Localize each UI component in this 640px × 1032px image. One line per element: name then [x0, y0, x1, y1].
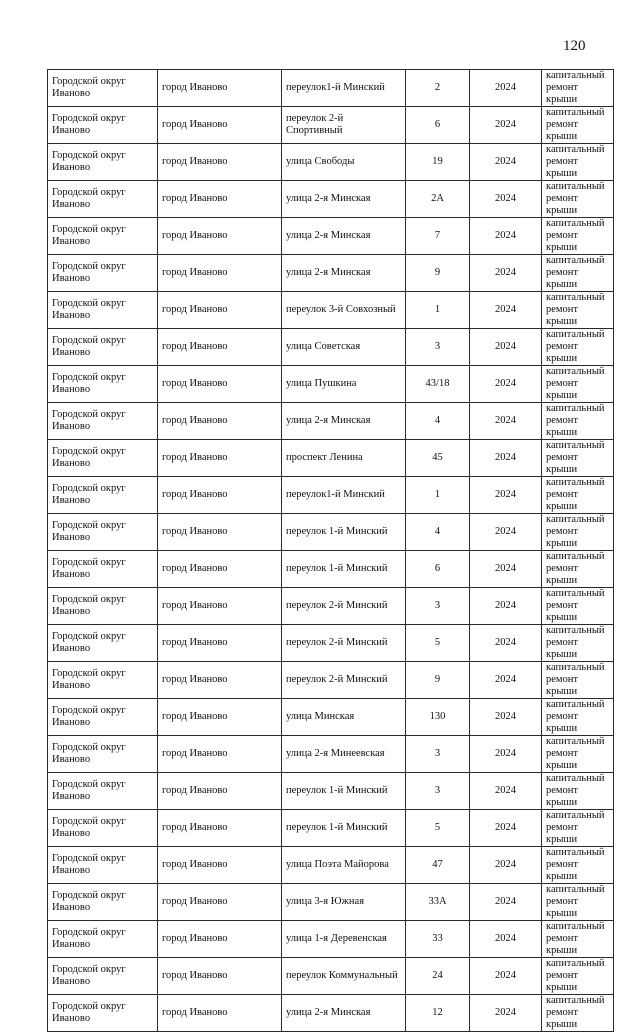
house-number-cell: 3	[406, 773, 470, 810]
house-number-cell: 3	[406, 588, 470, 625]
table-row	[48, 514, 614, 551]
table-row	[48, 477, 614, 514]
table-row	[48, 625, 614, 662]
house-number-cell: 1	[406, 477, 470, 514]
year-cell: 2024	[470, 70, 542, 107]
year-cell: 2024	[470, 662, 542, 699]
city-cell: город Иваново	[158, 144, 282, 181]
table-row	[48, 403, 614, 440]
city-cell: город Иваново	[158, 810, 282, 847]
street-cell: улица 2-я Минская	[282, 255, 406, 292]
table-row	[48, 218, 614, 255]
house-number-cell: 5	[406, 625, 470, 662]
street-cell: улица Свободы	[282, 144, 406, 181]
city-cell: город Иваново	[158, 292, 282, 329]
district-cell: Городской округ Иваново	[48, 662, 158, 699]
street-cell: улица 2-я Минская	[282, 181, 406, 218]
table-body	[48, 70, 614, 1032]
year-cell: 2024	[470, 255, 542, 292]
city-cell: город Иваново	[158, 107, 282, 144]
work-type-cell: капитальный ремонт крыши	[542, 218, 614, 255]
table-row	[48, 551, 614, 588]
district-cell: Городской округ Иваново	[48, 440, 158, 477]
street-cell: переулок 2-й Спортивный	[282, 107, 406, 144]
year-cell: 2024	[470, 958, 542, 995]
house-number-cell: 4	[406, 514, 470, 551]
year-cell: 2024	[470, 921, 542, 958]
city-cell: город Иваново	[158, 736, 282, 773]
house-number-cell: 5	[406, 810, 470, 847]
work-type-cell: капитальный ремонт крыши	[542, 329, 614, 366]
street-cell: переулок 1-й Минский	[282, 514, 406, 551]
year-cell: 2024	[470, 440, 542, 477]
work-type-cell: капитальный ремонт крыши	[542, 884, 614, 921]
table-row	[48, 107, 614, 144]
year-cell: 2024	[470, 773, 542, 810]
table-row	[48, 958, 614, 995]
district-cell: Городской округ Иваново	[48, 884, 158, 921]
district-cell: Городской округ Иваново	[48, 551, 158, 588]
year-cell: 2024	[470, 588, 542, 625]
district-cell: Городской округ Иваново	[48, 699, 158, 736]
year-cell: 2024	[470, 477, 542, 514]
city-cell: город Иваново	[158, 884, 282, 921]
district-cell: Городской округ Иваново	[48, 588, 158, 625]
district-cell: Городской округ Иваново	[48, 70, 158, 107]
street-cell: улица 2-я Минеевская	[282, 736, 406, 773]
city-cell: город Иваново	[158, 995, 282, 1032]
house-number-cell: 3	[406, 329, 470, 366]
work-type-cell: капитальный ремонт крыши	[542, 921, 614, 958]
city-cell: город Иваново	[158, 847, 282, 884]
year-cell: 2024	[470, 218, 542, 255]
work-type-cell: капитальный ремонт крыши	[542, 662, 614, 699]
street-cell: переулок 1-й Минский	[282, 551, 406, 588]
table-row	[48, 736, 614, 773]
table-row	[48, 70, 614, 107]
table-row	[48, 810, 614, 847]
street-cell: улица Советская	[282, 329, 406, 366]
table-row	[48, 440, 614, 477]
street-cell: переулок 3-й Совхозный	[282, 292, 406, 329]
work-type-cell: капитальный ремонт крыши	[542, 773, 614, 810]
year-cell: 2024	[470, 625, 542, 662]
work-type-cell: капитальный ремонт крыши	[542, 255, 614, 292]
house-number-cell: 47	[406, 847, 470, 884]
work-type-cell: капитальный ремонт крыши	[542, 699, 614, 736]
table-row	[48, 847, 614, 884]
repair-schedule-table	[47, 69, 614, 1032]
year-cell: 2024	[470, 144, 542, 181]
house-number-cell: 9	[406, 255, 470, 292]
city-cell: город Иваново	[158, 440, 282, 477]
city-cell: город Иваново	[158, 958, 282, 995]
work-type-cell: капитальный ремонт крыши	[542, 107, 614, 144]
street-cell: переулок 2-й Минский	[282, 662, 406, 699]
work-type-cell: капитальный ремонт крыши	[542, 958, 614, 995]
street-cell: проспект Ленина	[282, 440, 406, 477]
work-type-cell: капитальный ремонт крыши	[542, 292, 614, 329]
year-cell: 2024	[470, 995, 542, 1032]
street-cell: улица 3-я Южная	[282, 884, 406, 921]
street-cell: улица Минская	[282, 699, 406, 736]
city-cell: город Иваново	[158, 477, 282, 514]
year-cell: 2024	[470, 329, 542, 366]
table-row	[48, 773, 614, 810]
table-row	[48, 995, 614, 1032]
district-cell: Городской округ Иваново	[48, 921, 158, 958]
table-row	[48, 921, 614, 958]
work-type-cell: капитальный ремонт крыши	[542, 477, 614, 514]
work-type-cell: капитальный ремонт крыши	[542, 440, 614, 477]
work-type-cell: капитальный ремонт крыши	[542, 810, 614, 847]
table-row	[48, 181, 614, 218]
work-type-cell: капитальный ремонт крыши	[542, 736, 614, 773]
district-cell: Городской округ Иваново	[48, 773, 158, 810]
house-number-cell: 2	[406, 70, 470, 107]
district-cell: Городской округ Иваново	[48, 107, 158, 144]
table-row	[48, 255, 614, 292]
district-cell: Городской округ Иваново	[48, 958, 158, 995]
work-type-cell: капитальный ремонт крыши	[542, 995, 614, 1032]
city-cell: город Иваново	[158, 773, 282, 810]
district-cell: Городской округ Иваново	[48, 736, 158, 773]
street-cell: переулок 1-й Минский	[282, 773, 406, 810]
year-cell: 2024	[470, 514, 542, 551]
house-number-cell: 6	[406, 551, 470, 588]
work-type-cell: капитальный ремонт крыши	[542, 588, 614, 625]
street-cell: улица Поэта Майорова	[282, 847, 406, 884]
table-row	[48, 699, 614, 736]
house-number-cell: 3	[406, 736, 470, 773]
street-cell: переулок Коммунальный	[282, 958, 406, 995]
city-cell: город Иваново	[158, 699, 282, 736]
house-number-cell: 24	[406, 958, 470, 995]
house-number-cell: 7	[406, 218, 470, 255]
house-number-cell: 2А	[406, 181, 470, 218]
street-cell: улица 2-я Минская	[282, 403, 406, 440]
table-row	[48, 662, 614, 699]
year-cell: 2024	[470, 884, 542, 921]
street-cell: переулок 2-й Минский	[282, 625, 406, 662]
house-number-cell: 33А	[406, 884, 470, 921]
district-cell: Городской округ Иваново	[48, 366, 158, 403]
year-cell: 2024	[470, 699, 542, 736]
district-cell: Городской округ Иваново	[48, 514, 158, 551]
work-type-cell: капитальный ремонт крыши	[542, 403, 614, 440]
table-row	[48, 884, 614, 921]
table-row	[48, 144, 614, 181]
table-row	[48, 588, 614, 625]
city-cell: город Иваново	[158, 70, 282, 107]
district-cell: Городской округ Иваново	[48, 810, 158, 847]
year-cell: 2024	[470, 107, 542, 144]
city-cell: город Иваново	[158, 514, 282, 551]
work-type-cell: капитальный ремонт крыши	[542, 625, 614, 662]
district-cell: Городской округ Иваново	[48, 292, 158, 329]
house-number-cell: 45	[406, 440, 470, 477]
district-cell: Городской округ Иваново	[48, 255, 158, 292]
district-cell: Городской округ Иваново	[48, 403, 158, 440]
street-cell: улица 1-я Деревенская	[282, 921, 406, 958]
year-cell: 2024	[470, 810, 542, 847]
work-type-cell: капитальный ремонт крыши	[542, 514, 614, 551]
house-number-cell: 9	[406, 662, 470, 699]
district-cell: Городской округ Иваново	[48, 218, 158, 255]
year-cell: 2024	[470, 403, 542, 440]
table-row	[48, 366, 614, 403]
work-type-cell: капитальный ремонт крыши	[542, 181, 614, 218]
street-cell: переулок 2-й Минский	[282, 588, 406, 625]
district-cell: Городской округ Иваново	[48, 477, 158, 514]
work-type-cell: капитальный ремонт крыши	[542, 144, 614, 181]
district-cell: Городской округ Иваново	[48, 625, 158, 662]
year-cell: 2024	[470, 292, 542, 329]
city-cell: город Иваново	[158, 921, 282, 958]
table-row	[48, 292, 614, 329]
city-cell: город Иваново	[158, 625, 282, 662]
year-cell: 2024	[470, 551, 542, 588]
city-cell: город Иваново	[158, 366, 282, 403]
work-type-cell: капитальный ремонт крыши	[542, 551, 614, 588]
house-number-cell: 6	[406, 107, 470, 144]
page-number: 120	[563, 38, 586, 54]
city-cell: город Иваново	[158, 551, 282, 588]
work-type-cell: капитальный ремонт крыши	[542, 366, 614, 403]
city-cell: город Иваново	[158, 255, 282, 292]
street-cell: переулок1-й Минский	[282, 70, 406, 107]
street-cell: переулок 1-й Минский	[282, 810, 406, 847]
house-number-cell: 43/18	[406, 366, 470, 403]
city-cell: город Иваново	[158, 181, 282, 218]
district-cell: Городской округ Иваново	[48, 144, 158, 181]
street-cell: улица 2-я Минская	[282, 995, 406, 1032]
district-cell: Городской округ Иваново	[48, 329, 158, 366]
work-type-cell: капитальный ремонт крыши	[542, 70, 614, 107]
street-cell: переулок1-й Минский	[282, 477, 406, 514]
house-number-cell: 1	[406, 292, 470, 329]
district-cell: Городской округ Иваново	[48, 181, 158, 218]
house-number-cell: 4	[406, 403, 470, 440]
district-cell: Городской округ Иваново	[48, 995, 158, 1032]
city-cell: город Иваново	[158, 329, 282, 366]
street-cell: улица 2-я Минская	[282, 218, 406, 255]
year-cell: 2024	[470, 366, 542, 403]
house-number-cell: 19	[406, 144, 470, 181]
street-cell: улица Пушкина	[282, 366, 406, 403]
house-number-cell: 33	[406, 921, 470, 958]
district-cell: Городской округ Иваново	[48, 847, 158, 884]
city-cell: город Иваново	[158, 218, 282, 255]
city-cell: город Иваново	[158, 403, 282, 440]
year-cell: 2024	[470, 847, 542, 884]
city-cell: город Иваново	[158, 588, 282, 625]
house-number-cell: 130	[406, 699, 470, 736]
year-cell: 2024	[470, 736, 542, 773]
house-number-cell: 12	[406, 995, 470, 1032]
year-cell: 2024	[470, 181, 542, 218]
table-row	[48, 329, 614, 366]
city-cell: город Иваново	[158, 662, 282, 699]
work-type-cell: капитальный ремонт крыши	[542, 847, 614, 884]
